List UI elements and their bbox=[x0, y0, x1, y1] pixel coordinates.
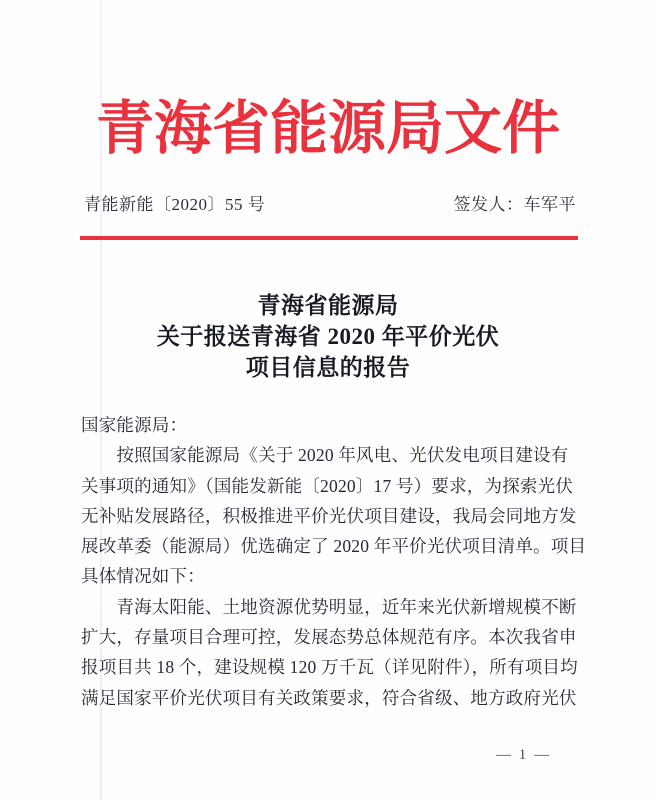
document-title bbox=[0, 290, 656, 383]
body-line: 关事项的通知》（国能发新能〔2020〕17 号）要求，为探索光伏 bbox=[81, 475, 574, 496]
body-line: 国家能源局： bbox=[81, 415, 188, 435]
body-line: 扩大，存量项目合理可控，发展态势总体规范有序。本次我省申 bbox=[81, 627, 577, 648]
document-number: 青能新能〔2020〕55 号 bbox=[84, 195, 266, 214]
body-line: 无补贴发展路径，积极推进平价光伏项目建设，我局会同地方发 bbox=[81, 505, 577, 526]
red-divider-line bbox=[80, 236, 578, 240]
page-number: — 1 — bbox=[496, 747, 551, 763]
body-line: 具体情况如下： bbox=[81, 566, 205, 587]
reference-row bbox=[84, 194, 576, 216]
body-line: 展改革委（能源局）优选确定了 2020 年平价光伏项目清单。项目 bbox=[81, 536, 587, 557]
document-body bbox=[81, 410, 591, 713]
body-line: 报项目共 18 个，建设规模 120 万千瓦（详见附件），所有项目均 bbox=[81, 657, 578, 678]
letterhead-title: 青海省能源局文件 bbox=[95, 96, 560, 161]
document-title-line: 项目信息的报告 bbox=[245, 355, 411, 380]
document-title-line: 关于报送青海省 2020 年平价光伏 bbox=[156, 324, 500, 349]
issuer-name: 签发人：车军平 bbox=[453, 195, 576, 214]
body-line: 青海太阳能、土地资源优势明显，近年来光伏新增规模不断 bbox=[81, 596, 577, 617]
body-line: 满足国家平价光伏项目有关政策要求，符合省级、地方政府光伏 bbox=[81, 687, 577, 708]
document-title-line: 青海省能源局 bbox=[257, 293, 399, 318]
body-line: 按照国家能源局《关于 2020 年风电、光伏发电项目建设有 bbox=[81, 445, 569, 466]
